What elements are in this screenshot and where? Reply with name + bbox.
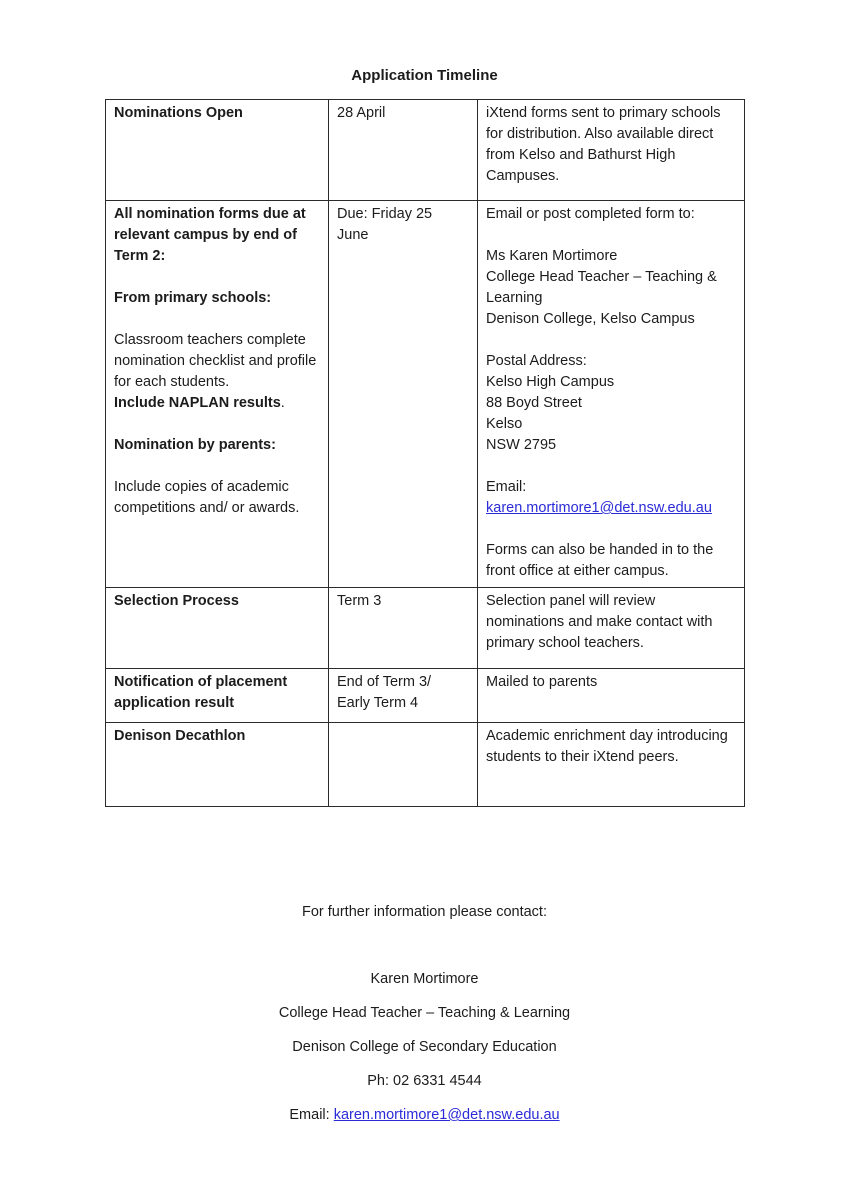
- contact-org: Denison College, Kelso Campus: [486, 311, 695, 327]
- row-detail: Academic enrichment day introducing students to their iXtend peers.: [486, 728, 728, 765]
- row-label-cell: [106, 588, 329, 669]
- row-label: Selection Process: [114, 593, 239, 609]
- due-date-line2: June: [337, 227, 369, 243]
- forms-due-heading: All nomination forms due at relevant campus by end of Term 2:: [114, 206, 306, 264]
- blank-line: [114, 267, 320, 288]
- footer-email-line: [0, 1105, 849, 1126]
- footer-email-label: Email:: [289, 1107, 334, 1123]
- footer-intro: For further information please contact:: [301, 904, 547, 920]
- nomination-by-parents-heading: Nomination by parents:: [114, 437, 276, 453]
- row-date-line1: End of Term 3/: [337, 674, 432, 690]
- postal-line-street: 88 Boyd Street: [486, 395, 582, 411]
- email-line: [486, 498, 736, 519]
- footer-contact-name: Karen Mortimore: [370, 971, 479, 987]
- naplan-results-text: [114, 393, 320, 414]
- row-date-line2: Early Term 4: [337, 695, 419, 711]
- footer-email-link[interactable]: karen.mortimore1@det.nsw.edu.au: [333, 1107, 560, 1123]
- table-row-selection-process: [106, 588, 745, 669]
- hand-in-note: Forms can also be handed in to the front office at either campus.: [486, 542, 714, 579]
- row-date-cell: [329, 201, 478, 588]
- row-detail: Mailed to parents: [486, 674, 598, 690]
- page-title: Application Timeline: [351, 67, 498, 84]
- blank-line: [486, 225, 736, 246]
- row-detail: Selection panel will review nominations and make contact with primary school teachers.: [486, 593, 713, 651]
- row-label-cell: [106, 201, 329, 588]
- table-row-forms-due: [106, 201, 745, 588]
- row-date-cell: [329, 100, 478, 201]
- blank-line: [486, 519, 736, 540]
- row-detail-cell: [478, 100, 745, 201]
- row-detail-cell: [478, 588, 745, 669]
- blank-line: [114, 456, 320, 477]
- row-detail-cell: [478, 669, 745, 723]
- footer-phone: Ph: 02 6331 4544: [367, 1073, 482, 1089]
- table-row-notification: [106, 669, 745, 723]
- naplan-results-bold: Include NAPLAN results: [114, 395, 281, 411]
- table-row-denison-decathlon: [106, 723, 745, 807]
- email-link[interactable]: karen.mortimore1@det.nsw.edu.au: [486, 500, 712, 516]
- from-primary-schools-heading: From primary schools:: [114, 290, 272, 306]
- row-label-cell: [106, 669, 329, 723]
- application-timeline-table: [105, 99, 745, 807]
- classroom-teachers-body: Classroom teachers complete nomination checklist and profile for each students.: [114, 332, 317, 390]
- submit-intro: Email or post completed form to:: [486, 206, 695, 222]
- row-label: Notification of placement application result: [114, 674, 288, 711]
- email-label: Email:: [486, 479, 527, 495]
- contact-footer: [0, 902, 849, 1126]
- row-detail-cell: [478, 201, 745, 588]
- postal-line-campus: Kelso High Campus: [486, 374, 615, 390]
- postal-line-suburb: Kelso: [486, 416, 523, 432]
- classroom-teachers-text: [114, 330, 320, 393]
- blank-line: [486, 456, 736, 477]
- row-detail-cell: [478, 723, 745, 807]
- row-date-cell: [329, 723, 478, 807]
- row-date-cell: [329, 588, 478, 669]
- row-date-cell: [329, 669, 478, 723]
- row-label: Denison Decathlon: [114, 728, 246, 744]
- contact-name: Ms Karen Mortimore: [486, 248, 618, 264]
- blank-line: [114, 309, 320, 330]
- naplan-results-period: .: [280, 395, 285, 411]
- footer-contact-role: College Head Teacher – Teaching & Learning: [278, 1005, 571, 1021]
- postal-line-state: NSW 2795: [486, 437, 557, 453]
- postal-address-label: Postal Address:: [486, 353, 587, 369]
- blank-line: [486, 330, 736, 351]
- parents-nomination-body: Include copies of academic competitions and/ or awards.: [114, 479, 300, 516]
- row-label-cell: [106, 100, 329, 201]
- contact-role: College Head Teacher – Teaching & Learning: [486, 269, 717, 306]
- row-label-cell: [106, 723, 329, 807]
- row-detail: iXtend forms sent to primary schools for distribution. Also available direct from Kelso and Bathurst High Campuses.: [486, 105, 721, 184]
- row-label: Nominations Open: [114, 105, 243, 121]
- table-row-nominations-open: [106, 100, 745, 201]
- due-date-line1: Due: Friday 25: [337, 206, 433, 222]
- row-date: Term 3: [337, 593, 382, 609]
- footer-contact-org: Denison College of Secondary Education: [292, 1039, 557, 1055]
- row-date: 28 April: [337, 105, 386, 121]
- blank-line: [114, 414, 320, 435]
